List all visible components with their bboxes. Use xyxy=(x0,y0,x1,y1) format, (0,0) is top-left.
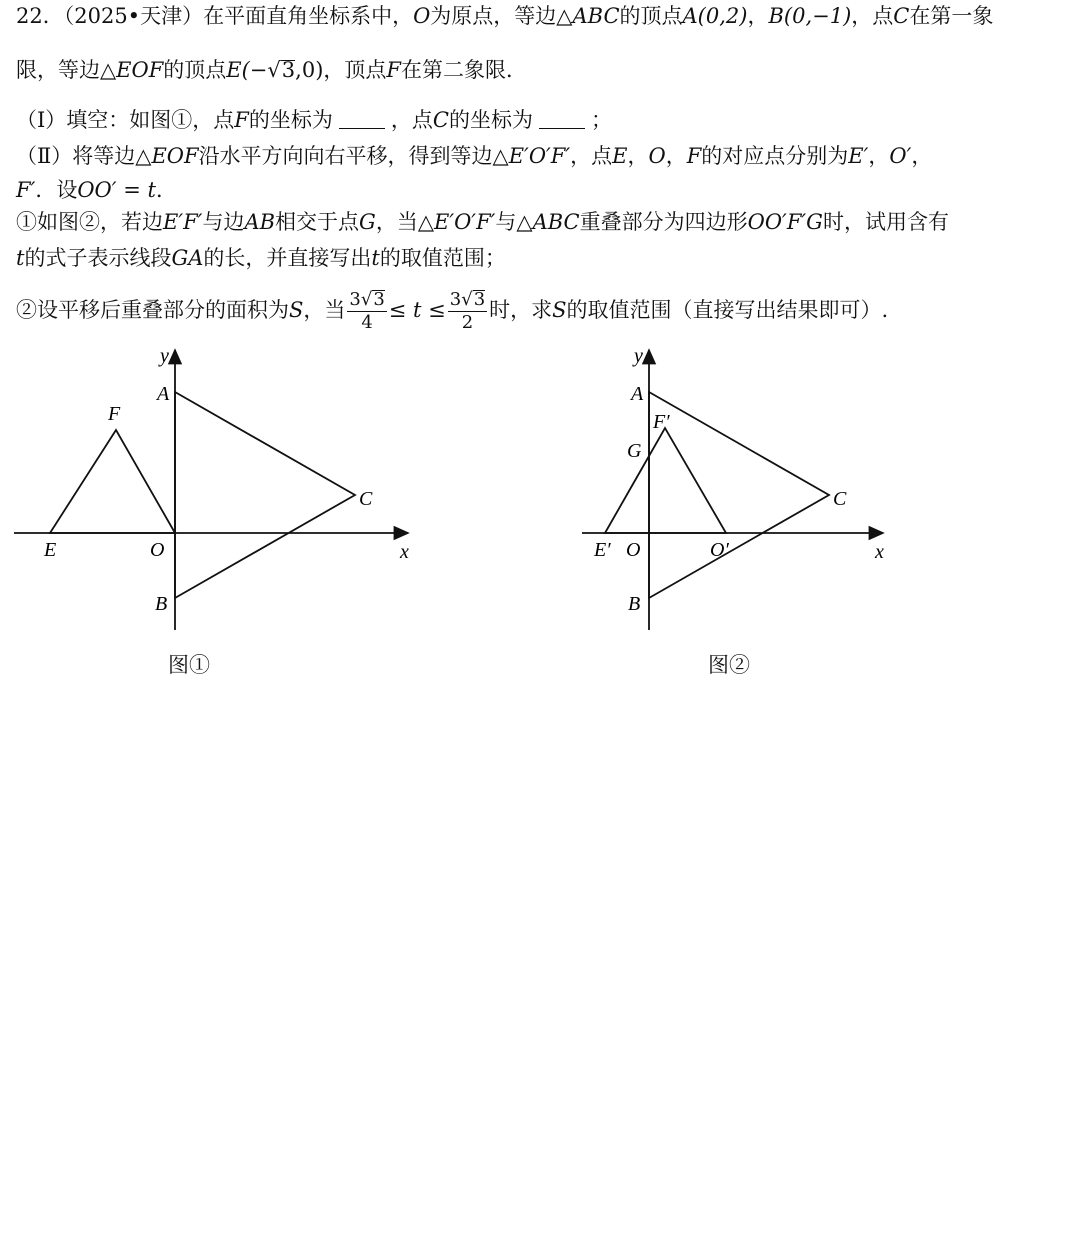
text: 的坐标为 xyxy=(448,108,533,132)
text: ， xyxy=(911,144,933,168)
label-O: O xyxy=(150,539,165,561)
triangle-EOF xyxy=(50,430,175,533)
text: 的式子表示线段 xyxy=(24,246,172,270)
label-F: F xyxy=(108,403,121,425)
triangle-ABC xyxy=(649,392,829,598)
math-EF-prime: E′F′ xyxy=(163,210,203,234)
inequality: ≤ t ≤ xyxy=(388,298,446,322)
math-GA: GA xyxy=(171,246,204,270)
figure-2-caption: 图② xyxy=(708,653,750,677)
text: 的坐标为 xyxy=(248,108,333,132)
math-point-E-close: ,0) xyxy=(295,58,324,82)
math-F-prime: F′ xyxy=(16,178,36,202)
label-C: C xyxy=(833,488,847,510)
text: ①如图②，若边 xyxy=(16,210,163,234)
math-O-prime: O′ xyxy=(889,144,912,168)
text: （Ⅱ）将等边△ xyxy=(16,144,152,168)
text: 时，求 xyxy=(489,298,553,322)
text: 在第二象限． xyxy=(400,58,527,82)
text: ， xyxy=(665,144,687,168)
sub-1-line-1 xyxy=(16,208,949,236)
math-E: E xyxy=(612,144,628,168)
math-ABC: ABC xyxy=(572,4,620,28)
figure-2 xyxy=(580,340,900,640)
math-F: F xyxy=(234,108,249,132)
math-AB: AB xyxy=(244,210,276,234)
math-OO-t: OO′ = t xyxy=(77,178,156,202)
math-ABC: ABC xyxy=(532,210,580,234)
math-E-prime: E′ xyxy=(848,144,869,168)
part-2-line-1 xyxy=(16,142,932,170)
triangle-EOF-prime xyxy=(605,428,726,533)
math-G: G xyxy=(359,210,376,234)
math-EOF: EOF xyxy=(116,58,164,82)
text: ，点 xyxy=(851,4,894,28)
text: 在平面直角坐标系中， xyxy=(203,4,414,28)
text: 与△ xyxy=(495,210,533,234)
text: ， xyxy=(627,144,649,168)
text: ，当 xyxy=(303,298,346,322)
math-EOF-prime: E′O′F′ xyxy=(508,144,571,168)
frac-coef: 3 xyxy=(449,289,462,310)
sub-2-line xyxy=(16,282,888,338)
text: 重叠部分为四边形 xyxy=(579,210,748,234)
text: ； xyxy=(590,108,612,132)
label-B: B xyxy=(155,593,168,615)
label-E-prime: E′ xyxy=(594,539,611,561)
math-point-E: E(− xyxy=(226,58,268,82)
text: ，点 xyxy=(390,108,433,132)
text: ，顶点 xyxy=(323,58,387,82)
sub-1-line-2 xyxy=(16,244,506,272)
answer-blank-F[interactable] xyxy=(339,110,385,129)
label-y: y xyxy=(634,345,643,367)
text: 在第一象 xyxy=(909,4,994,28)
text: 相交于点 xyxy=(275,210,360,234)
label-x: x xyxy=(875,541,884,563)
frac-radicand: 3 xyxy=(373,289,385,310)
text: ．设 xyxy=(35,178,78,202)
label-G: G xyxy=(627,440,642,462)
text: 为原点，等边△ xyxy=(430,4,573,28)
text: ，点 xyxy=(570,144,613,168)
triangle-ABC xyxy=(175,392,355,598)
text: ， xyxy=(868,144,890,168)
part-1-line xyxy=(16,106,612,134)
text: ， xyxy=(747,4,769,28)
frac-denominator: 2 xyxy=(461,312,474,333)
text: 的顶点 xyxy=(163,58,227,82)
text: ，当△ xyxy=(375,210,434,234)
label-O-prime: O′ xyxy=(710,539,729,561)
frac-radicand: 3 xyxy=(473,289,486,310)
part-2-line-2 xyxy=(16,176,177,204)
text: （Ⅰ）填空：如图①，点 xyxy=(16,108,235,132)
label-y: y xyxy=(160,345,169,367)
math-O: O xyxy=(648,144,666,168)
text: 的对应点分别为 xyxy=(701,144,849,168)
label-O: O xyxy=(626,539,641,561)
text: 的长，并直接写出 xyxy=(203,246,372,270)
math-t: t xyxy=(16,246,25,270)
text: 限，等边△ xyxy=(16,58,117,82)
text: 的顶点 xyxy=(619,4,683,28)
problem-line-2 xyxy=(16,56,527,84)
text: 沿水平方向向右平移，得到等边△ xyxy=(198,144,509,168)
problem-number: 22． xyxy=(16,4,64,28)
text: 与边 xyxy=(202,210,245,234)
math-C: C xyxy=(893,4,910,28)
problem-line-1 xyxy=(16,2,993,30)
text: ． xyxy=(155,178,177,202)
math-C: C xyxy=(432,108,449,132)
label-x: x xyxy=(400,541,409,563)
math-point-B: B(0,−1) xyxy=(768,4,852,28)
math-point-A: A(0,2) xyxy=(682,4,748,28)
math-O: O xyxy=(413,4,431,28)
label-A: A xyxy=(631,383,644,405)
math-S: S xyxy=(289,298,304,322)
math-F: F xyxy=(386,58,401,82)
math-S: S xyxy=(552,298,567,322)
text: 的取值范围（直接写出结果即可）. xyxy=(566,298,889,322)
math-t: t xyxy=(371,246,380,270)
fraction-lower-bound: $\frac{3√3}{4}$ xyxy=(349,289,385,333)
frac-denominator: 4 xyxy=(361,312,373,333)
text: 时，试用含有 xyxy=(822,210,949,234)
frac-coef: 3 xyxy=(349,289,361,310)
text: ②设平移后重叠部分的面积为 xyxy=(16,298,289,322)
math-EOF: EOF xyxy=(151,144,199,168)
answer-blank-C[interactable] xyxy=(539,110,585,129)
figure-1 xyxy=(0,340,420,640)
math-quad: OO′F′G xyxy=(747,210,823,234)
sqrt-radicand: 3 xyxy=(281,58,296,82)
math-EOF-prime: E′O′F′ xyxy=(433,210,496,234)
figure-1-caption: 图① xyxy=(168,653,210,677)
label-C: C xyxy=(359,488,373,510)
problem-source: （2025•天津） xyxy=(63,4,204,28)
label-E: E xyxy=(44,539,57,561)
text: 的取值范围； xyxy=(379,246,506,270)
sqrt-sign: √ xyxy=(267,58,281,82)
label-B: B xyxy=(628,593,641,615)
fraction-upper-bound: $\frac{3√3}{2}$ xyxy=(449,289,486,333)
label-F-prime: F′ xyxy=(653,411,670,433)
math-F: F xyxy=(686,144,702,168)
label-A: A xyxy=(157,383,170,405)
